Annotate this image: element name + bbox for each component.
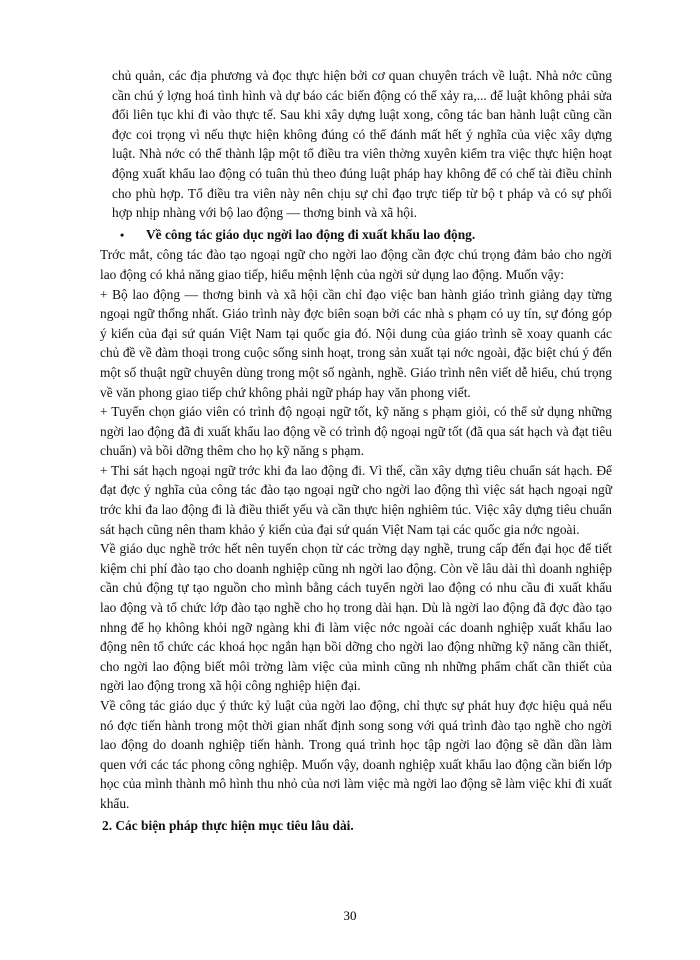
paragraph-curriculum: + Bộ lao động — thơng binh và xã hội cần chỉ đạo việc ban hành giáo trình giảng dạy từng ngoại ngữ thống nhất. Giáo trình này đợc biên soạn bởi các nhà s phạm có uy tín, sự đóng góp ý kiến của đại sứ quán Việt Nam tại quốc gia đó. Nội dung của giáo trình sẽ xoay quanh các chủ đề về đàm thoại trong cuộc sống sinh hoạt, trong sản xuất tại nớc ngoài, đặc biệt chú ý đến một số thuật ngữ chuyên dùng trong một số ngành, nghề. Giáo trình nên viết dễ hiểu, chú trọng về văn phong giao tiếp chứ không phải ngữ pháp hay văn phong viết.	[100, 286, 612, 400]
paragraph-discipline-education: Về công tác giáo dục ý thức kỷ luật của ngời lao động, chỉ thực sự phát huy đợc hiệu quả nếu nó đợc tiến hành trong một thời gian nhất định song song với quá trình đào tạo nghề cho ngời lao động do doanh nghiệp tiến hành. Trong quá trình học tập ngời lao động sẽ dần dần làm quen với các tác phong công nghiệp. Muốn vậy, doanh nghiệp xuất khẩu lao động cần biến lớp học của mình thành mô hình thu nhỏ của nơi làm việc mà ngời lao động sẽ làm việc khi đi xuất khẩu.	[100, 698, 612, 811]
section-heading-text: Về công tác giáo dục ngời lao động đi xuất khẩu lao động.	[146, 226, 476, 242]
bullet-icon: •	[120, 227, 125, 242]
paragraph-language-training: Trớc mắt, công tác đào tạo ngoại ngữ cho ngời lao động cần đợc chú trọng đảm bảo cho ngời lao động có khả năng giao tiếp, hiểu mệnh lệnh của ngời sử dụng lao động. Muốn vậy:	[100, 247, 612, 282]
paragraph-teacher-selection: + Tuyển chọn giáo viên có trình độ ngoại ngữ tốt, kỹ năng s phạm giỏi, có thể sử dụng những ngời lao động đã đi xuất khẩu lao động về có trình độ ngoại ngữ tốt (đã qua sát hạch và đạt tiêu chuẩn) và bồi dỡng thêm cho họ kỹ năng s phạm.	[100, 404, 612, 459]
paragraph-language-exam: + Thi sát hạch ngoại ngữ trớc khi đa lao động đi. Vì thế, cần xây dựng tiêu chuẩn sát hạch. Để đạt đợc ý nghĩa của công tác đào tạo ngoại ngữ cho ngời lao động thì việc sát hạch ngoại ngữ trớc khi đa lao động đi là điều thiết yếu và cần thực hiện nghiêm túc. Việc xây dựng tiêu chuẩn sát hạch cũng nên tham khảo ý kiến của đại sứ quán Việt Nam tại các quốc gia nớc ngoài.	[100, 462, 612, 537]
section-heading-worker-education	[100, 225, 612, 246]
page-number: 30	[343, 908, 357, 923]
paragraph-vocational-training: Về giáo dục nghề trớc hết nên tuyển chọn từ các trờng dạy nghề, trung cấp đến đại học để tiết kiệm chi phí đào tạo cho doanh nghiệp cũng nh ngời lao động. Còn về lâu dài thì doanh nghiệp cần chủ động tự tạo nguồn cho mình bằng cách tuyển ngời lao động có nhu cầu đi xuất khẩu lao động và tổ chức lớp đào tạo nghề cho họ trong dài hạn. Dù là ngời lao động đã đợc đào tạo nhng để họ không khỏi ngỡ ngàng khi đi làm việc nớc ngoài các doanh nghiệp xuất khẩu lao động nên tổ chức các khoá học ngắn hạn bồi dỡng cho ngời lao động những kỹ năng cần thiết, cho ngời lao động biết môi trờng làm việc của mình cũng nh những phẩm chất cần thiết của ngời lao động trong xã hội công nghiệp hiện đại.	[100, 541, 612, 694]
section-heading-long-term-measures: 2. Các biện pháp thực hiện mục tiêu lâu dài.	[102, 817, 354, 833]
paragraph-law-enforcement: chủ quản, các địa phương và đọc thực hiện bởi cơ quan chuyên trách về luật. Nhà nớc cũng cần chú ý lợng hoá tình hình và dự báo các biến động có thể xảy ra,... để luật không phải sửa đổi liên tục khi đi vào thực tế. Sau khi xây dựng luật xong, công tác ban hành luật cũng cần đợc coi trọng vì nếu thực hiện không đúng có thể đánh mất hết ý nghĩa của việc xây dựng luật. Nhà nớc có thể thành lập một tổ điều tra viên thờng xuyên kiểm tra việc thực hiện hoạt động xuất khẩu lao động có tuân thủ theo đúng luật pháp hay không để có chế tài điều chỉnh cho phù hợp. Tổ điều tra viên này nên chịu sự chỉ đạo trực tiếp từ bộ t pháp và có sự phối hợp nhịp nhàng với bộ lao động — thơng binh và xã hội.	[112, 68, 612, 221]
